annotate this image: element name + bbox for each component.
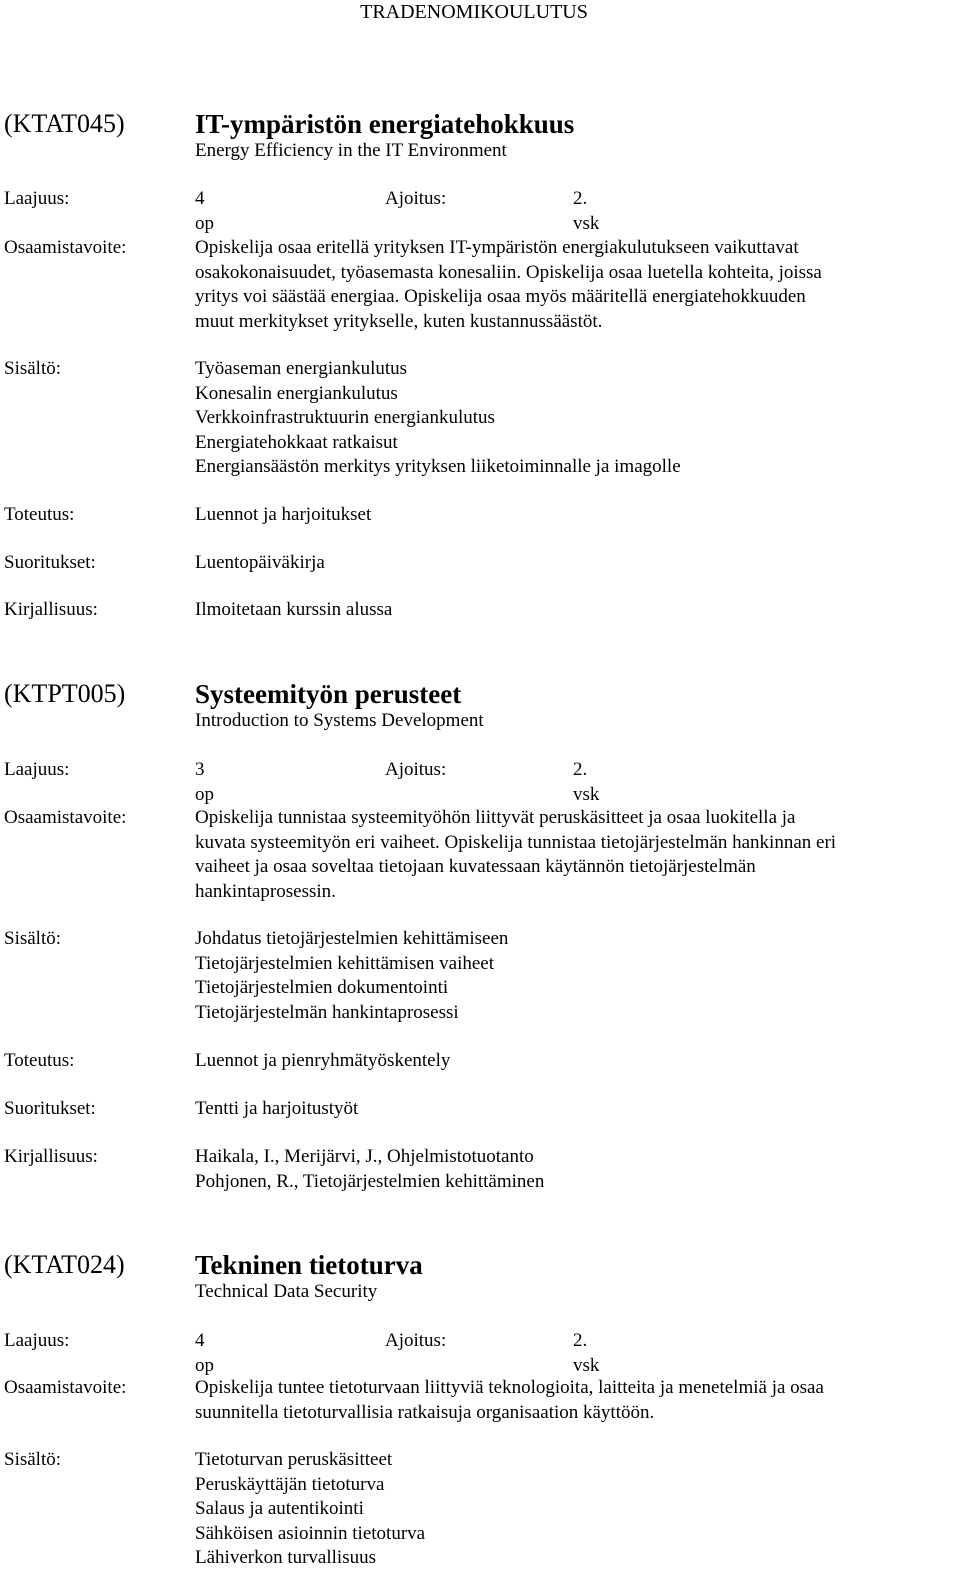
list-item: Työaseman energiankulutus [195, 358, 408, 379]
kirjallisuus-list [195, 598, 955, 623]
text-line: Opiskelija tunnistaa systeemityöhön liittyvät peruskäsitteet ja osaa luokitella ja [195, 807, 796, 828]
list-item: Salaus ja autentikointi [195, 1498, 364, 1519]
ajoitus-label: Ajoitus: [385, 1330, 447, 1351]
laajuus-value: 4 op [195, 1330, 214, 1376]
course-titles [195, 110, 574, 164]
course-code: (KTPT005) [4, 679, 126, 708]
list-item: Tietojärjestelmien kehittämisen vaiheet [195, 952, 494, 974]
list-item: Energiansäästön merkitys yrityksen liiketoiminnalle ja imagolle [195, 456, 681, 477]
list-item: Tietoturvan peruskäsitteet [195, 1449, 393, 1470]
kirjallisuus-label: Kirjallisuus: [4, 1146, 98, 1167]
list-item: Verkkoinfrastruktuurin energiankulutus [195, 407, 495, 428]
text-line: suunnitella tietoturvallisia ratkaisuja organisaation käyttöön. [195, 1401, 655, 1423]
osaamistavoite-text [195, 1376, 955, 1425]
course-code: (KTAT045) [4, 109, 125, 138]
toteutus-label: Toteutus: [4, 504, 75, 525]
toteutus-label: Toteutus: [4, 1050, 75, 1071]
list-item: Sähköisen asioinnin tietoturva [195, 1522, 426, 1544]
text-line: Opiskelija osaa eritellä yrityksen IT-ympäristön energiakulutukseen vaikuttavat [195, 237, 799, 258]
course-subtitle: Introduction to Systems Development [195, 710, 484, 731]
sisalto-label: Sisältö: [4, 928, 62, 949]
text-line: hankintaprosessin. [195, 880, 336, 902]
course-titles [195, 680, 484, 734]
list-item: Tietojärjestelmän hankintaprosessi [195, 1001, 459, 1023]
ajoitus-value: 2. vsk [573, 1330, 600, 1376]
ajoitus-label: Ajoitus: [385, 188, 447, 209]
list-item: Lähiverkon turvallisuus [195, 1547, 376, 1568]
text-line: vaiheet ja osaa soveltaa tietojaan kuvatessaan käytännön tietojärjestelmän [195, 856, 756, 877]
ajoitus-value: 2. vsk [573, 759, 600, 805]
osaamistavoite-label: Osaamistavoite: [4, 1377, 127, 1398]
course-title: Systeemityön perusteet [195, 679, 462, 709]
suoritukset-label: Suoritukset: [4, 552, 96, 573]
list-item: Konesalin energiankulutus [195, 382, 398, 404]
course-titles [195, 1251, 423, 1305]
course-code: (KTAT024) [4, 1250, 125, 1279]
sisalto-list [195, 1448, 955, 1571]
course-subtitle: Technical Data Security [195, 1281, 378, 1302]
kirjallisuus-list [195, 1145, 955, 1194]
toteutus-value: Luennot ja pienryhmätyöskentely [195, 1050, 451, 1071]
sisalto-label: Sisältö: [4, 1449, 62, 1470]
text-line: yritys voi säästää energiaa. Opiskelija osaa myös määritellä energiatehokkuuden [195, 286, 806, 307]
course-title: Tekninen tietoturva [195, 1250, 423, 1280]
list-item: Pohjonen, R., Tietojärjestelmien kehittäminen [195, 1170, 545, 1192]
text-line: osakokonaisuudet, työasemasta konesaliin. Opiskelija osaa luetella kohteita, joissa [195, 261, 822, 283]
osaamistavoite-label: Osaamistavoite: [4, 807, 127, 828]
laajuus-value: 3 op [195, 759, 214, 805]
laajuus-label: Laajuus: [4, 188, 70, 209]
osaamistavoite-text [195, 806, 955, 904]
laajuus-label: Laajuus: [4, 759, 70, 780]
list-item: Energiatehokkaat ratkaisut [195, 431, 398, 453]
laajuus-label: Laajuus: [4, 1330, 70, 1351]
toteutus-value: Luennot ja harjoitukset [195, 504, 372, 525]
course-title: IT-ympäristön energiatehokkuus [195, 109, 575, 139]
list-item: Peruskäyttäjän tietoturva [195, 1473, 385, 1495]
suoritukset-label: Suoritukset: [4, 1098, 96, 1119]
sisalto-label: Sisältö: [4, 358, 62, 379]
osaamistavoite-text [195, 236, 955, 334]
ajoitus-value: 2. vsk [573, 188, 600, 234]
suoritukset-value: Tentti ja harjoitustyöt [195, 1098, 359, 1119]
kirjallisuus-label: Kirjallisuus: [4, 599, 98, 620]
text-line: muut merkitykset yritykselle, kuten kustannussäästöt. [195, 310, 603, 332]
list-item: Ilmoitetaan kurssin alussa [195, 599, 393, 620]
ajoitus-label: Ajoitus: [385, 759, 447, 780]
laajuus-value: 4 op [195, 188, 214, 234]
list-item: Tietojärjestelmien dokumentointi [195, 977, 449, 998]
list-item: Haikala, I., Merijärvi, J., Ohjelmistotuotanto [195, 1146, 534, 1167]
suoritukset-value: Luentopäiväkirja [195, 552, 325, 573]
list-item: Johdatus tietojärjestelmien kehittämiseen [195, 928, 509, 949]
sisalto-list [195, 927, 955, 1025]
course-subtitle: Energy Efficiency in the IT Environment [195, 140, 507, 161]
text-line: Opiskelija tuntee tietoturvaan liittyviä teknologioita, laitteita ja menetelmiä ja osaa [195, 1377, 824, 1398]
document-header: TRADENOMIKOULUTUS [360, 1, 588, 23]
osaamistavoite-label: Osaamistavoite: [4, 237, 127, 258]
text-line: kuvata systeemityön eri vaiheet. Opiskelija tunnistaa tietojärjestelmän hankinnan eri [195, 831, 837, 853]
sisalto-list [195, 357, 955, 480]
